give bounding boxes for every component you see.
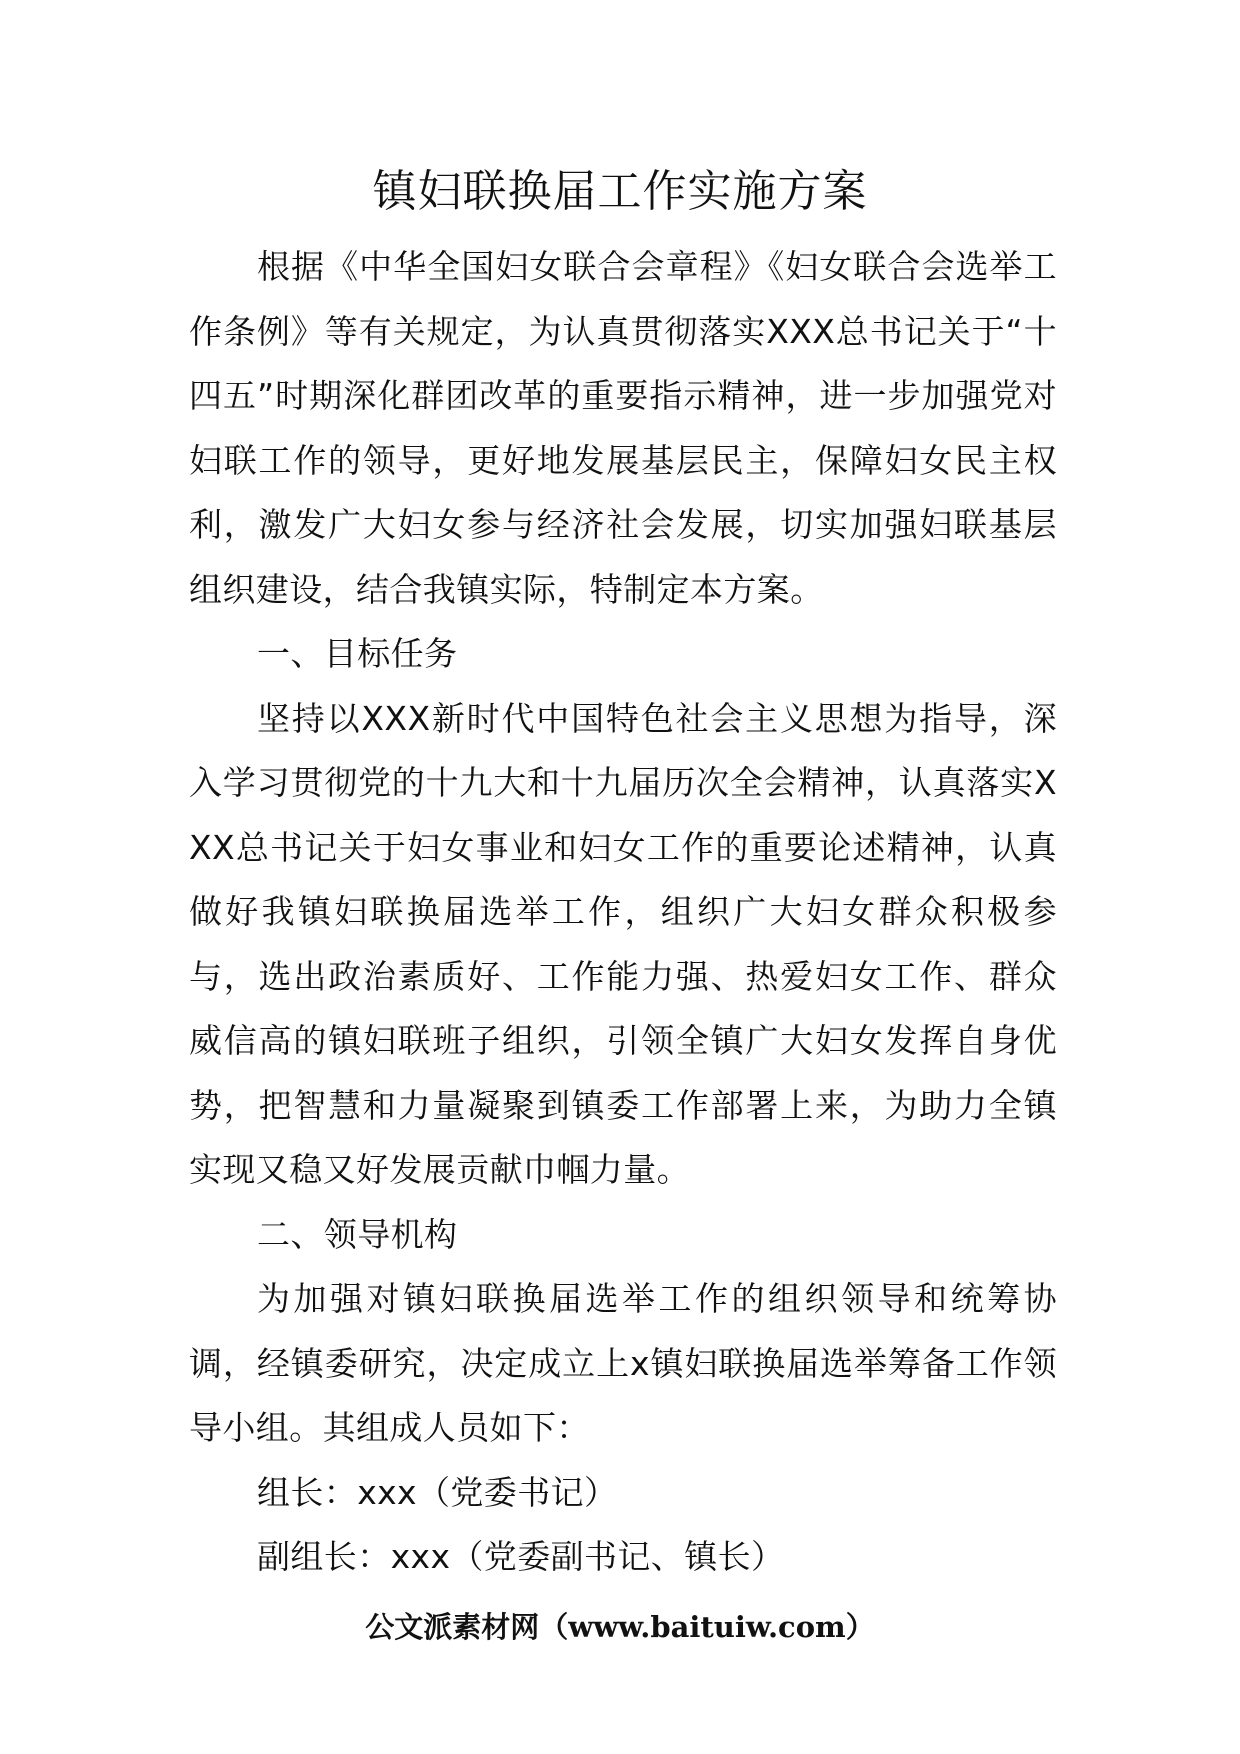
intro-paragraph: 根据《中华全国妇女联合会章程》《妇女联合会选举工作条例》等有关规定，为认真贯彻落实XXX总书记关于“十四五”时期深化群团改革的重要指示精神，进一步加强党对妇联工作的领导，更好地发展基层民主，保障妇女民主权利，激发广大妇女参与经济社会发展，切实加强妇联基层组织建设，结合我镇实际，特制定本方案。 bbox=[189, 247, 1057, 609]
goals-paragraph: 坚持以XXX新时代中国特色社会主义思想为指导，深入学习贯彻党的十九大和十九届历次全会精神，认真落实XXX总书记关于妇女事业和妇女工作的重要论述精神，认真做好我镇妇联换届选举工作，组织广大妇女群众积极参与，选出政治素质好、工作能力强、热爱妇女工作、群众威信高的镇妇联班子组织，引领全镇广大妇女发挥自身优势，把智慧和力量凝聚到镇委工作部署上来，为助力全镇实现又稳又好发展贡献巾帼力量。 bbox=[189, 698, 1057, 1189]
leadership-paragraph: 为加强对镇妇联换届选举工作的组织领导和统筹协调，经镇委研究，决定成立上x镇妇联换届选举筹备工作领导小组。其组成人员如下： bbox=[189, 1279, 1057, 1447]
document-title: 镇妇联换届工作实施方案 bbox=[372, 166, 868, 217]
document-body bbox=[189, 235, 1057, 1590]
leader-line: 组长：xxx（党委书记） bbox=[257, 1472, 618, 1512]
section-heading-leadership: 二、领导机构 bbox=[257, 1214, 458, 1254]
section-heading-goals: 一、目标任务 bbox=[257, 634, 458, 673]
deputy-leader-line: 副组长：xxx（党委副书记、镇长） bbox=[257, 1537, 785, 1576]
footer-watermark: 公文派素材网（www.baituiw.com） bbox=[365, 1610, 875, 1644]
